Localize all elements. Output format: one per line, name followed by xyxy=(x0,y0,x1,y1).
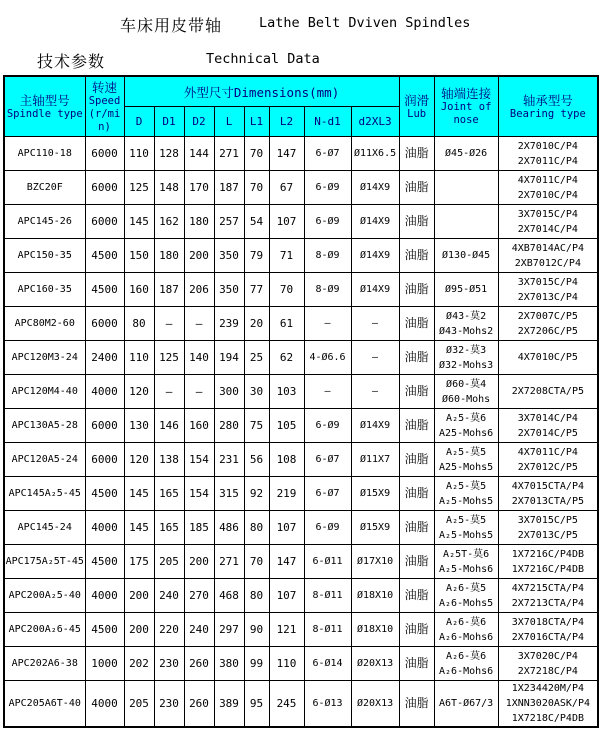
cell-speed: 4500 xyxy=(85,239,124,273)
cell-dim-n-d1: 6-Ø9 xyxy=(304,409,351,443)
table-row xyxy=(4,273,598,307)
cell-speed: 6000 xyxy=(85,205,124,239)
cell-model: APC200A₂6-45 xyxy=(4,613,85,647)
cell-joint: Ø43-莫2 Ø43-Mohs2 xyxy=(434,307,498,341)
cell-dim-d: 205 xyxy=(124,681,154,728)
cell-bearing: 4X7215CTA/P4 2X7213CTA/P4 xyxy=(498,579,598,613)
header-speed xyxy=(85,76,124,137)
cell-dim-d2: 170 xyxy=(184,171,214,205)
page-title-en: Lathe Belt Dviven Spindles xyxy=(259,15,471,31)
cell-dim-l1: 90 xyxy=(244,613,269,647)
cell-joint: A₂6-莫6 A₂6-Mohs6 xyxy=(434,647,498,681)
cell-dim-n-d1: — xyxy=(304,375,351,409)
cell-joint: A6T-Ø67/3 xyxy=(434,681,498,728)
cell-speed: 1000 xyxy=(85,647,124,681)
cell-bearing: 2X7007C/P5 2X7206C/P5 xyxy=(498,307,598,341)
cell-dim-l: 194 xyxy=(214,341,244,375)
cell-dim-l: 271 xyxy=(214,545,244,579)
cell-dim-l2: 245 xyxy=(269,681,304,728)
cell-dim-d2xl3: Ø18X10 xyxy=(351,579,399,613)
cell-joint: Ø45-Ø26 xyxy=(434,137,498,171)
cell-dim-d2xl3: Ø14X9 xyxy=(351,409,399,443)
cell-lub: 油脂 xyxy=(399,545,434,579)
header-speed-cn: 转速 xyxy=(91,79,117,95)
header-joint-en: Joint of nose xyxy=(440,101,492,126)
cell-dim-n-d1: 8-Ø9 xyxy=(304,239,351,273)
table-body xyxy=(4,137,598,728)
cell-bearing: 4X7015CTA/P4 2X7013CTA/P5 xyxy=(498,477,598,511)
cell-dim-d2: — xyxy=(184,375,214,409)
cell-dim-d: 202 xyxy=(124,647,154,681)
cell-dim-d1: 230 xyxy=(154,647,184,681)
cell-dim-l2: 121 xyxy=(269,613,304,647)
cell-model: APC80M2-60 xyxy=(4,307,85,341)
cell-dim-d2: 240 xyxy=(184,613,214,647)
cell-dim-l1: 95 xyxy=(244,681,269,728)
cell-dim-d2: 154 xyxy=(184,477,214,511)
cell-dim-l2: 62 xyxy=(269,341,304,375)
cell-dim-d2xl3: Ø14X9 xyxy=(351,171,399,205)
cell-lub: 油脂 xyxy=(399,477,434,511)
cell-dim-n-d1: 4-Ø6.6 xyxy=(304,341,351,375)
cell-lub: 油脂 xyxy=(399,681,434,728)
technical-data-table xyxy=(3,75,599,728)
cell-dim-d1: — xyxy=(154,375,184,409)
table-row xyxy=(4,681,598,728)
cell-dim-d1: 148 xyxy=(154,171,184,205)
cell-joint: Ø130-Ø45 xyxy=(434,239,498,273)
cell-bearing: 3X7015C/P5 2X7013C/P5 xyxy=(498,511,598,545)
table-row xyxy=(4,205,598,239)
cell-dim-l2: 105 xyxy=(269,409,304,443)
cell-joint: A₂5-莫5 A₂5-Mohs5 xyxy=(434,511,498,545)
cell-joint: A₂5-莫5 A₂5-Mohs5 xyxy=(434,477,498,511)
cell-dim-l2: 147 xyxy=(269,545,304,579)
table-row xyxy=(4,375,598,409)
cell-dim-d1: 180 xyxy=(154,239,184,273)
table-row xyxy=(4,409,598,443)
cell-dim-n-d1: 6-Ø9 xyxy=(304,205,351,239)
cell-speed: 4000 xyxy=(85,579,124,613)
cell-dim-l1: 92 xyxy=(244,477,269,511)
cell-lub: 油脂 xyxy=(399,273,434,307)
cell-dim-l1: 75 xyxy=(244,409,269,443)
cell-dim-d2xl3: Ø15X9 xyxy=(351,477,399,511)
cell-dim-l2: 147 xyxy=(269,137,304,171)
cell-lub: 油脂 xyxy=(399,409,434,443)
cell-model: APC120A5-24 xyxy=(4,443,85,477)
cell-dim-d2: 200 xyxy=(184,239,214,273)
cell-bearing: 3X7018CTA/P4 2X7016CTA/P4 xyxy=(498,613,598,647)
cell-dim-d2: 260 xyxy=(184,681,214,728)
cell-model: APC120M3-24 xyxy=(4,341,85,375)
cell-joint: A₂5T-莫6 A₂5-Mohs6 xyxy=(434,545,498,579)
cell-speed: 4000 xyxy=(85,375,124,409)
table-row xyxy=(4,341,598,375)
cell-dim-d1: 165 xyxy=(154,477,184,511)
cell-lub: 油脂 xyxy=(399,137,434,171)
cell-bearing: 1X7216C/P4DB 1X7216C/P4DB xyxy=(498,545,598,579)
cell-speed: 4500 xyxy=(85,477,124,511)
cell-bearing: 1X234420M/P4 1XNN3020ASK/P4 1X7218C/P4DB xyxy=(498,681,598,728)
header-bearing-en: Bearing type xyxy=(509,107,586,120)
cell-dim-l1: 54 xyxy=(244,205,269,239)
table-row xyxy=(4,545,598,579)
table-row xyxy=(4,613,598,647)
cell-dim-l2: 107 xyxy=(269,205,304,239)
cell-speed: 6000 xyxy=(85,307,124,341)
cell-lub: 油脂 xyxy=(399,307,434,341)
cell-dim-l2: 219 xyxy=(269,477,304,511)
cell-bearing: 3X7015C/P4 2X7013C/P4 xyxy=(498,273,598,307)
cell-speed: 2400 xyxy=(85,341,124,375)
header-bearing-type xyxy=(498,76,598,137)
cell-dim-l2: 103 xyxy=(269,375,304,409)
cell-dim-n-d1: 6-Ø7 xyxy=(304,443,351,477)
header-dim-d2: D2 xyxy=(184,107,214,137)
cell-dim-l2: 107 xyxy=(269,579,304,613)
cell-lub: 油脂 xyxy=(399,205,434,239)
header-lub xyxy=(399,76,434,137)
cell-dim-d1: 146 xyxy=(154,409,184,443)
cell-dim-d2xl3: — xyxy=(351,307,399,341)
cell-bearing: 2X7010C/P4 2X7011C/P4 xyxy=(498,137,598,171)
cell-dim-l2: 71 xyxy=(269,239,304,273)
cell-joint: A₂6-莫5 A₂6-Mohs5 xyxy=(434,579,498,613)
cell-lub: 油脂 xyxy=(399,443,434,477)
cell-dim-n-d1: 6-Ø7 xyxy=(304,137,351,171)
header-dim-d: D xyxy=(124,107,154,137)
cell-dim-d2xl3: Ø18X10 xyxy=(351,613,399,647)
table-row xyxy=(4,137,598,171)
cell-dim-d2: 154 xyxy=(184,443,214,477)
header-speed-en: Speed xyxy=(88,94,121,107)
table-row xyxy=(4,443,598,477)
table-row xyxy=(4,579,598,613)
cell-dim-n-d1: 8-Ø11 xyxy=(304,579,351,613)
cell-speed: 4500 xyxy=(85,273,124,307)
cell-dim-l: 231 xyxy=(214,443,244,477)
cell-speed: 4000 xyxy=(85,681,124,728)
cell-dim-d: 110 xyxy=(124,137,154,171)
cell-dim-n-d1: 6-Ø9 xyxy=(304,171,351,205)
cell-dim-l: 486 xyxy=(214,511,244,545)
cell-dim-d: 130 xyxy=(124,409,154,443)
cell-lub: 油脂 xyxy=(399,613,434,647)
cell-model: APC145A₂5-45 xyxy=(4,477,85,511)
header-lub-en: Lub xyxy=(407,107,427,120)
cell-dim-l1: 79 xyxy=(244,239,269,273)
cell-dim-d2xl3: Ø20X13 xyxy=(351,681,399,728)
cell-dim-d: 200 xyxy=(124,579,154,613)
header-dim-d1: D1 xyxy=(154,107,184,137)
cell-lub: 油脂 xyxy=(399,375,434,409)
cell-dim-d2xl3: Ø14X9 xyxy=(351,273,399,307)
cell-dim-d2: 270 xyxy=(184,579,214,613)
cell-dim-l: 297 xyxy=(214,613,244,647)
table-row xyxy=(4,647,598,681)
cell-dim-d: 125 xyxy=(124,171,154,205)
cell-dim-d2: 185 xyxy=(184,511,214,545)
table-row xyxy=(4,511,598,545)
cell-bearing: 4X7011C/P4 2X7010C/P4 xyxy=(498,171,598,205)
header-dim-l2: L2 xyxy=(269,107,304,137)
cell-model: APC145-26 xyxy=(4,205,85,239)
cell-lub: 油脂 xyxy=(399,579,434,613)
cell-joint: A₂5-莫6 A25-Mohs6 xyxy=(434,409,498,443)
cell-dim-d2xl3: Ø17X10 xyxy=(351,545,399,579)
cell-dim-d1: 162 xyxy=(154,205,184,239)
cell-dim-d: 150 xyxy=(124,239,154,273)
cell-joint: A₂6-莫6 A₂6-Mohs6 xyxy=(434,613,498,647)
cell-dim-d2: 144 xyxy=(184,137,214,171)
cell-dim-l2: 70 xyxy=(269,273,304,307)
cell-model: APC130A5-28 xyxy=(4,409,85,443)
cell-dim-l1: 20 xyxy=(244,307,269,341)
cell-dim-l: 350 xyxy=(214,239,244,273)
header-joint-cn: 轴端连接 xyxy=(441,86,492,101)
cell-dim-d: 120 xyxy=(124,443,154,477)
cell-dim-l1: 70 xyxy=(244,171,269,205)
cell-joint: Ø60-莫4 Ø60-Mohs xyxy=(434,375,498,409)
cell-dim-l1: 30 xyxy=(244,375,269,409)
cell-dim-n-d1: 8-Ø9 xyxy=(304,273,351,307)
cell-dim-d2: 206 xyxy=(184,273,214,307)
cell-dim-d2xl3: Ø14X9 xyxy=(351,205,399,239)
cell-bearing: 4X7010C/P5 xyxy=(498,341,598,375)
cell-dim-d2xl3: — xyxy=(351,375,399,409)
cell-model: APC200A₂5-40 xyxy=(4,579,85,613)
cell-model: APC110-18 xyxy=(4,137,85,171)
cell-dim-d1: 165 xyxy=(154,511,184,545)
table-row xyxy=(4,239,598,273)
cell-dim-l: 280 xyxy=(214,409,244,443)
cell-joint: Ø95-Ø51 xyxy=(434,273,498,307)
cell-dim-l2: 67 xyxy=(269,171,304,205)
cell-dim-l1: 99 xyxy=(244,647,269,681)
cell-joint xyxy=(434,171,498,205)
header-bearing-cn: 轴承型号 xyxy=(522,92,573,108)
cell-dim-l1: 70 xyxy=(244,545,269,579)
cell-dim-d2: 200 xyxy=(184,545,214,579)
cell-joint: A₂5-莫5 A25-Mohs5 xyxy=(434,443,498,477)
cell-bearing: 3X7015C/P4 2X7014C/P4 xyxy=(498,205,598,239)
cell-dim-d1: 230 xyxy=(154,681,184,728)
cell-dim-l: 187 xyxy=(214,171,244,205)
cell-dim-d1: 205 xyxy=(154,545,184,579)
header-joint-of-nose xyxy=(434,76,498,137)
cell-lub: 油脂 xyxy=(399,647,434,681)
cell-dim-l: 315 xyxy=(214,477,244,511)
cell-bearing: 4X7011C/P4 2X7012C/P5 xyxy=(498,443,598,477)
cell-dim-d: 145 xyxy=(124,477,154,511)
cell-model: APC175A₂5T-45 xyxy=(4,545,85,579)
cell-model: BZC20F xyxy=(4,171,85,205)
cell-dim-l: 300 xyxy=(214,375,244,409)
cell-dim-l: 380 xyxy=(214,647,244,681)
cell-dim-n-d1: 6-Ø11 xyxy=(304,545,351,579)
cell-dim-d1: 240 xyxy=(154,579,184,613)
cell-lub: 油脂 xyxy=(399,239,434,273)
cell-lub: 油脂 xyxy=(399,341,434,375)
cell-dim-n-d1: — xyxy=(304,307,351,341)
cell-dim-d2xl3: Ø15X9 xyxy=(351,511,399,545)
page-header xyxy=(0,0,600,75)
cell-speed: 4000 xyxy=(85,511,124,545)
cell-dim-l2: 110 xyxy=(269,647,304,681)
cell-joint: Ø32-莫3 Ø32-Mohs3 xyxy=(434,341,498,375)
cell-dim-n-d1: 6-Ø14 xyxy=(304,647,351,681)
cell-model: APC150-35 xyxy=(4,239,85,273)
cell-dim-l: 389 xyxy=(214,681,244,728)
cell-bearing: 2X7208CTA/P5 xyxy=(498,375,598,409)
table-header xyxy=(4,76,598,137)
page-title-cn: 车床用皮带轴 xyxy=(120,16,223,35)
cell-dim-l1: 25 xyxy=(244,341,269,375)
cell-dim-l: 271 xyxy=(214,137,244,171)
cell-speed: 4500 xyxy=(85,613,124,647)
cell-dim-d: 200 xyxy=(124,613,154,647)
cell-dim-d2xl3: Ø20X13 xyxy=(351,647,399,681)
cell-dim-d2: — xyxy=(184,307,214,341)
cell-dim-l: 239 xyxy=(214,307,244,341)
cell-dim-d2xl3: — xyxy=(351,341,399,375)
cell-dim-l: 350 xyxy=(214,273,244,307)
header-dim-l: L xyxy=(214,107,244,137)
cell-model: APC205A6T-40 xyxy=(4,681,85,728)
cell-dim-d: 80 xyxy=(124,307,154,341)
cell-dim-l1: 77 xyxy=(244,273,269,307)
header-spindle-type-cn: 主轴型号 xyxy=(19,92,70,108)
cell-joint xyxy=(434,205,498,239)
cell-dim-d: 145 xyxy=(124,511,154,545)
table-row xyxy=(4,307,598,341)
header-dim-d2xl3: d2XL3 xyxy=(351,107,399,137)
cell-dim-d1: — xyxy=(154,307,184,341)
cell-speed: 6000 xyxy=(85,443,124,477)
cell-dim-l2: 108 xyxy=(269,443,304,477)
page-subtitle-cn: 技术参数 xyxy=(37,52,106,71)
cell-lub: 油脂 xyxy=(399,511,434,545)
cell-dim-l2: 61 xyxy=(269,307,304,341)
header-spindle-type-en: Spindle type xyxy=(6,107,83,120)
header-dimensions-group: 外型尺寸Dimensions(mm) xyxy=(124,76,399,107)
cell-dim-n-d1: 6-Ø13 xyxy=(304,681,351,728)
cell-dim-d: 120 xyxy=(124,375,154,409)
cell-dim-l1: 56 xyxy=(244,443,269,477)
cell-dim-n-d1: 6-Ø7 xyxy=(304,477,351,511)
cell-lub: 油脂 xyxy=(399,171,434,205)
cell-dim-l: 257 xyxy=(214,205,244,239)
cell-dim-d1: 125 xyxy=(154,341,184,375)
cell-dim-d: 175 xyxy=(124,545,154,579)
cell-model: APC145-24 xyxy=(4,511,85,545)
header-lub-cn: 润滑 xyxy=(404,92,430,108)
cell-speed: 4500 xyxy=(85,545,124,579)
table-row xyxy=(4,171,598,205)
cell-bearing: 3X7014C/P4 2X7014C/P5 xyxy=(498,409,598,443)
cell-speed: 6000 xyxy=(85,137,124,171)
cell-dim-l: 468 xyxy=(214,579,244,613)
cell-dim-d2xl3: Ø11X6.5 xyxy=(351,137,399,171)
cell-bearing: 3X7020C/P4 2X7218C/P4 xyxy=(498,647,598,681)
cell-dim-d: 160 xyxy=(124,273,154,307)
cell-dim-d2xl3: Ø11X7 xyxy=(351,443,399,477)
cell-dim-d1: 128 xyxy=(154,137,184,171)
cell-bearing: 4XB7014AC/P4 2XB7012C/P4 xyxy=(498,239,598,273)
cell-model: APC120M4-40 xyxy=(4,375,85,409)
table-row xyxy=(4,477,598,511)
cell-speed: 6000 xyxy=(85,171,124,205)
cell-dim-d2: 140 xyxy=(184,341,214,375)
cell-dim-n-d1: 6-Ø9 xyxy=(304,511,351,545)
cell-model: APC202A6-38 xyxy=(4,647,85,681)
cell-dim-d1: 220 xyxy=(154,613,184,647)
cell-dim-l1: 80 xyxy=(244,511,269,545)
cell-dim-d1: 187 xyxy=(154,273,184,307)
cell-dim-d2: 180 xyxy=(184,205,214,239)
cell-speed: 6000 xyxy=(85,409,124,443)
cell-dim-d2: 260 xyxy=(184,647,214,681)
page-subtitle-en: Technical Data xyxy=(206,51,320,67)
cell-dim-d2xl3: Ø14X9 xyxy=(351,239,399,273)
cell-dim-n-d1: 8-Ø11 xyxy=(304,613,351,647)
cell-model: APC160-35 xyxy=(4,273,85,307)
cell-dim-l1: 70 xyxy=(244,137,269,171)
cell-dim-l2: 107 xyxy=(269,511,304,545)
header-dim-l1: L1 xyxy=(244,107,269,137)
cell-dim-d: 145 xyxy=(124,205,154,239)
header-speed-unit: (r/min) xyxy=(88,107,121,133)
header-spindle-type xyxy=(4,76,85,137)
cell-dim-l1: 80 xyxy=(244,579,269,613)
cell-dim-d1: 138 xyxy=(154,443,184,477)
cell-dim-d: 110 xyxy=(124,341,154,375)
header-dim-nd1: N-d1 xyxy=(304,107,351,137)
cell-dim-d2: 160 xyxy=(184,409,214,443)
